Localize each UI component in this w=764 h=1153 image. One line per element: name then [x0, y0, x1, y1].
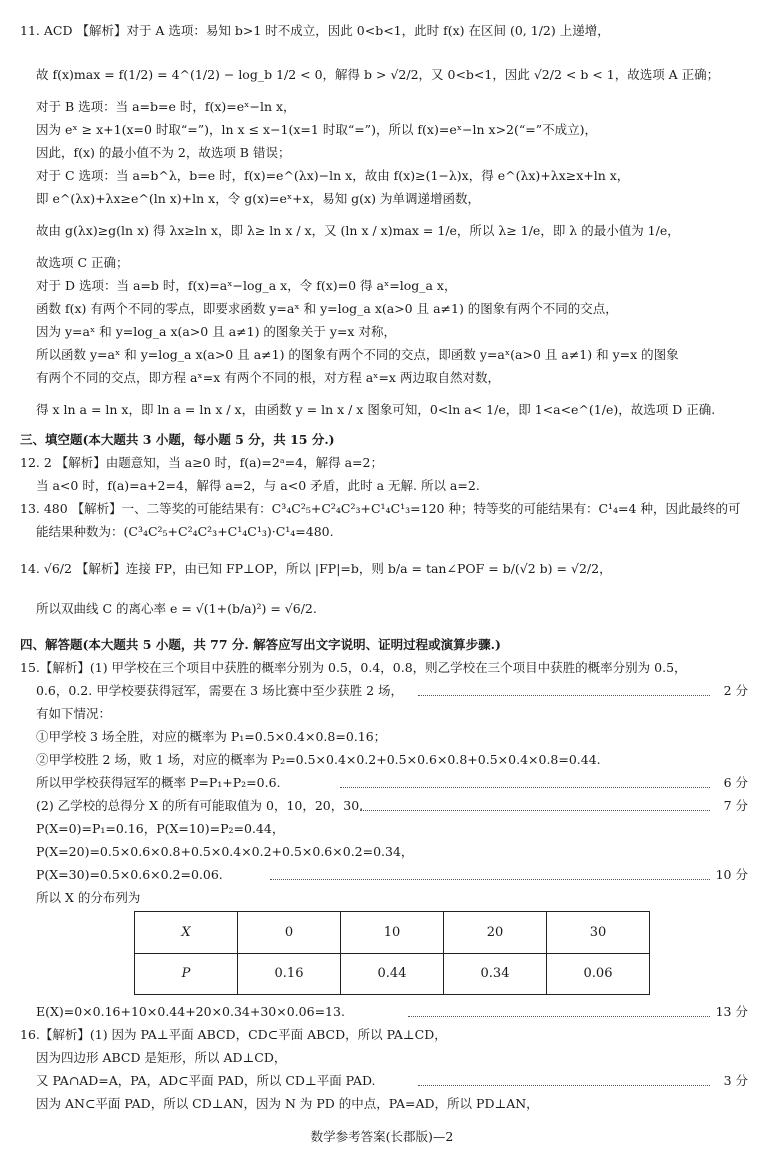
text-line: E(X)=0×0.16+10×0.44+20×0.34+30×0.06=13. [36, 1004, 345, 1019]
table-cell: 0.34 [444, 953, 547, 995]
distribution-table [134, 911, 650, 995]
table-row [135, 912, 650, 954]
text-line: 能结果种数为：(C³₄C²₅+C²₄C²₃+C¹₄C¹₃)·C¹₄=480. [36, 524, 334, 539]
section-heading: 四、解答题(本大题共 5 小题，共 77 分. 解答应写出文字说明、证明过程或演算步骤.) [20, 637, 501, 652]
text-line: 又 PA∩AD=A，PA，AD⊂平面 PAD，所以 CD⊥平面 PAD. [36, 1073, 376, 1088]
text-line: P(X=20)=0.5×0.6×0.8+0.5×0.4×0.2+0.5×0.6×0.2=0.34， [36, 844, 414, 859]
dot-leader [418, 695, 710, 696]
dot-leader [340, 787, 710, 788]
score-label: 7 分 [723, 798, 748, 813]
table-row [135, 953, 650, 995]
text-line: 因为 AN⊂平面 PAD，所以 CD⊥AN，因为 N 为 PD 的中点，PA=AD，所以 PD⊥AN， [36, 1096, 539, 1111]
text-line: 12. 2 【解析】由题意知，当 a≥0 时，f(a)=2ᵃ=4，解得 a=2； [20, 455, 383, 470]
text-line: 故选项 C 正确； [36, 255, 129, 270]
text-line: 故 f(x)max = f(1/2) = 4^(1/2) − log_b 1/2 < 0，解得 b > √2/2，又 0<b<1，因此 √2/2 < b < 1，故选项 A 正确； [36, 67, 720, 82]
table-cell: 0 [238, 912, 341, 954]
text-line: 函数 f(x) 有两个不同的零点，即要求函数 y=aˣ 和 y=log_a x(a>0 且 a≠1) 的图象有两个不同的交点， [36, 301, 618, 316]
score-label: 6 分 [723, 775, 748, 790]
text-line: 当 a<0 时，f(a)=a+2=4，解得 a=2，与 a<0 矛盾，此时 a 无解. 所以 a=2. [36, 478, 480, 493]
text-line: 对于 D 选项：当 a=b 时，f(x)=aˣ−log_a x，令 f(x)=0 得 aˣ=log_a x， [36, 278, 457, 293]
text-line: 所以甲学校获得冠军的概率 P=P₁+P₂=0.6. [36, 775, 281, 790]
text-line: 所以 X 的分布列为 [36, 890, 141, 905]
table-cell: X [135, 912, 238, 954]
text-line: 15.【解析】(1) 甲学校在三个项目中获胜的概率分别为 0.5，0.4，0.8，则乙学校在三个项目中获胜的概率分别为 0.5， [20, 660, 687, 675]
dot-leader [408, 1016, 710, 1017]
text-line: 有两个不同的交点，即方程 aˣ=x 有两个不同的根，对方程 aˣ=x 两边取自然对数， [36, 370, 500, 385]
text-line: P(X=30)=0.5×0.6×0.2=0.06. [36, 867, 223, 882]
score-label: 13 分 [715, 1004, 748, 1019]
text-line: 所以函数 y=aˣ 和 y=log_a x(a>0 且 a≠1) 的图象有两个不同的交点，即函数 y=aˣ(a>0 且 a≠1) 和 y=x 的图象 [36, 347, 679, 362]
text-line: 14. √6/2 【解析】连接 FP，由已知 FP⊥OP，所以 |FP|=b，则 b/a = tan∠POF = b/(√2 b) = √2/2， [20, 561, 612, 576]
text-line: ①甲学校 3 场全胜，对应的概率为 P₁=0.5×0.4×0.8=0.16； [36, 729, 387, 744]
text-line: ②甲学校胜 2 场，败 1 场，对应的概率为 P₂=0.5×0.4×0.2+0.5×0.6×0.8+0.5×0.4×0.8=0.44. [36, 752, 601, 767]
score-label: 2 分 [723, 683, 748, 698]
text-line: 0.6，0.2. 甲学校要获得冠军，需要在 3 场比赛中至少获胜 2 场， [36, 683, 404, 698]
text-line: 11. ACD 【解析】对于 A 选项：易知 b>1 时不成立，因此 0<b<1，此时 f(x) 在区间 (0, 1/2) 上递增， [20, 23, 610, 38]
text-line: 对于 B 选项：当 a=b=e 时，f(x)=eˣ−ln x， [36, 99, 296, 114]
text-line: 13. 480 【解析】一、二等奖的可能结果有：C³₄C²₅+C²₄C²₃+C¹₄C¹₃=120 种；特等奖的可能结果有：C¹₄=4 种，因此最终的可 [20, 501, 741, 516]
dot-leader [360, 810, 710, 811]
text-line: P(X=0)=P₁=0.16，P(X=10)=P₂=0.44， [36, 821, 285, 836]
dot-leader [418, 1085, 710, 1086]
text-line: 故由 g(λx)≥g(ln x) 得 λx≥ln x，即 λ≥ ln x / x，又 (ln x / x)max = 1/e，所以 λ≥ 1/e，即 λ 的最小值为 1/e， [36, 223, 680, 238]
score-label: 10 分 [715, 867, 748, 882]
text-line: 所以双曲线 C 的离心率 e = √(1+(b/a)²) = √6/2. [36, 601, 317, 616]
table-cell: 0.16 [238, 953, 341, 995]
text-line: 因为四边形 ABCD 是矩形，所以 AD⊥CD， [36, 1050, 287, 1065]
table-cell: 20 [444, 912, 547, 954]
table-cell: 30 [547, 912, 650, 954]
text-line: 对于 C 选项：当 a=b^λ，b=e 时，f(x)=e^(λx)−ln x，故由 f(x)≥(1−λ)x，得 e^(λx)+λx≥x+ln x， [36, 168, 630, 183]
text-line: (2) 乙学校的总得分 X 的所有可能取值为 0，10，20，30. [36, 798, 364, 813]
section-heading: 三、填空题(本大题共 3 小题，每小题 5 分，共 15 分.) [20, 432, 335, 447]
score-label: 3 分 [723, 1073, 748, 1088]
table-cell: P [135, 953, 238, 995]
text-line: 因此，f(x) 的最小值不为 2，故选项 B 错误； [36, 145, 291, 160]
text-line: 有如下情况： [36, 706, 112, 721]
table-cell: 0.06 [547, 953, 650, 995]
table-cell: 0.44 [341, 953, 444, 995]
table-cell: 10 [341, 912, 444, 954]
text-line: 16.【解析】(1) 因为 PA⊥平面 ABCD，CD⊂平面 ABCD，所以 PA⊥CD， [20, 1027, 447, 1042]
page-footer: 数学参考答案(长郡版)—2 [310, 1129, 454, 1144]
text-line: 即 e^(λx)+λx≥e^(ln x)+ln x，令 g(x)=eˣ+x，易知 g(x) 为单调递增函数， [36, 191, 480, 206]
text-line: 得 x ln a = ln x，即 ln a = ln x / x，由函数 y = ln x / x 图象可知，0<ln a< 1/e，即 1<a<e^(1/e)，故选项 D 正确. [36, 402, 716, 417]
dot-leader [270, 879, 710, 880]
text-line: 因为 eˣ ≥ x+1(x=0 时取“=”)，ln x ≤ x−1(x=1 时取“=”)，所以 f(x)=eˣ−ln x>2(“=”不成立)， [36, 122, 597, 137]
text-line: 因为 y=aˣ 和 y=log_a x(a>0 且 a≠1) 的图象关于 y=x 对称， [36, 324, 396, 339]
